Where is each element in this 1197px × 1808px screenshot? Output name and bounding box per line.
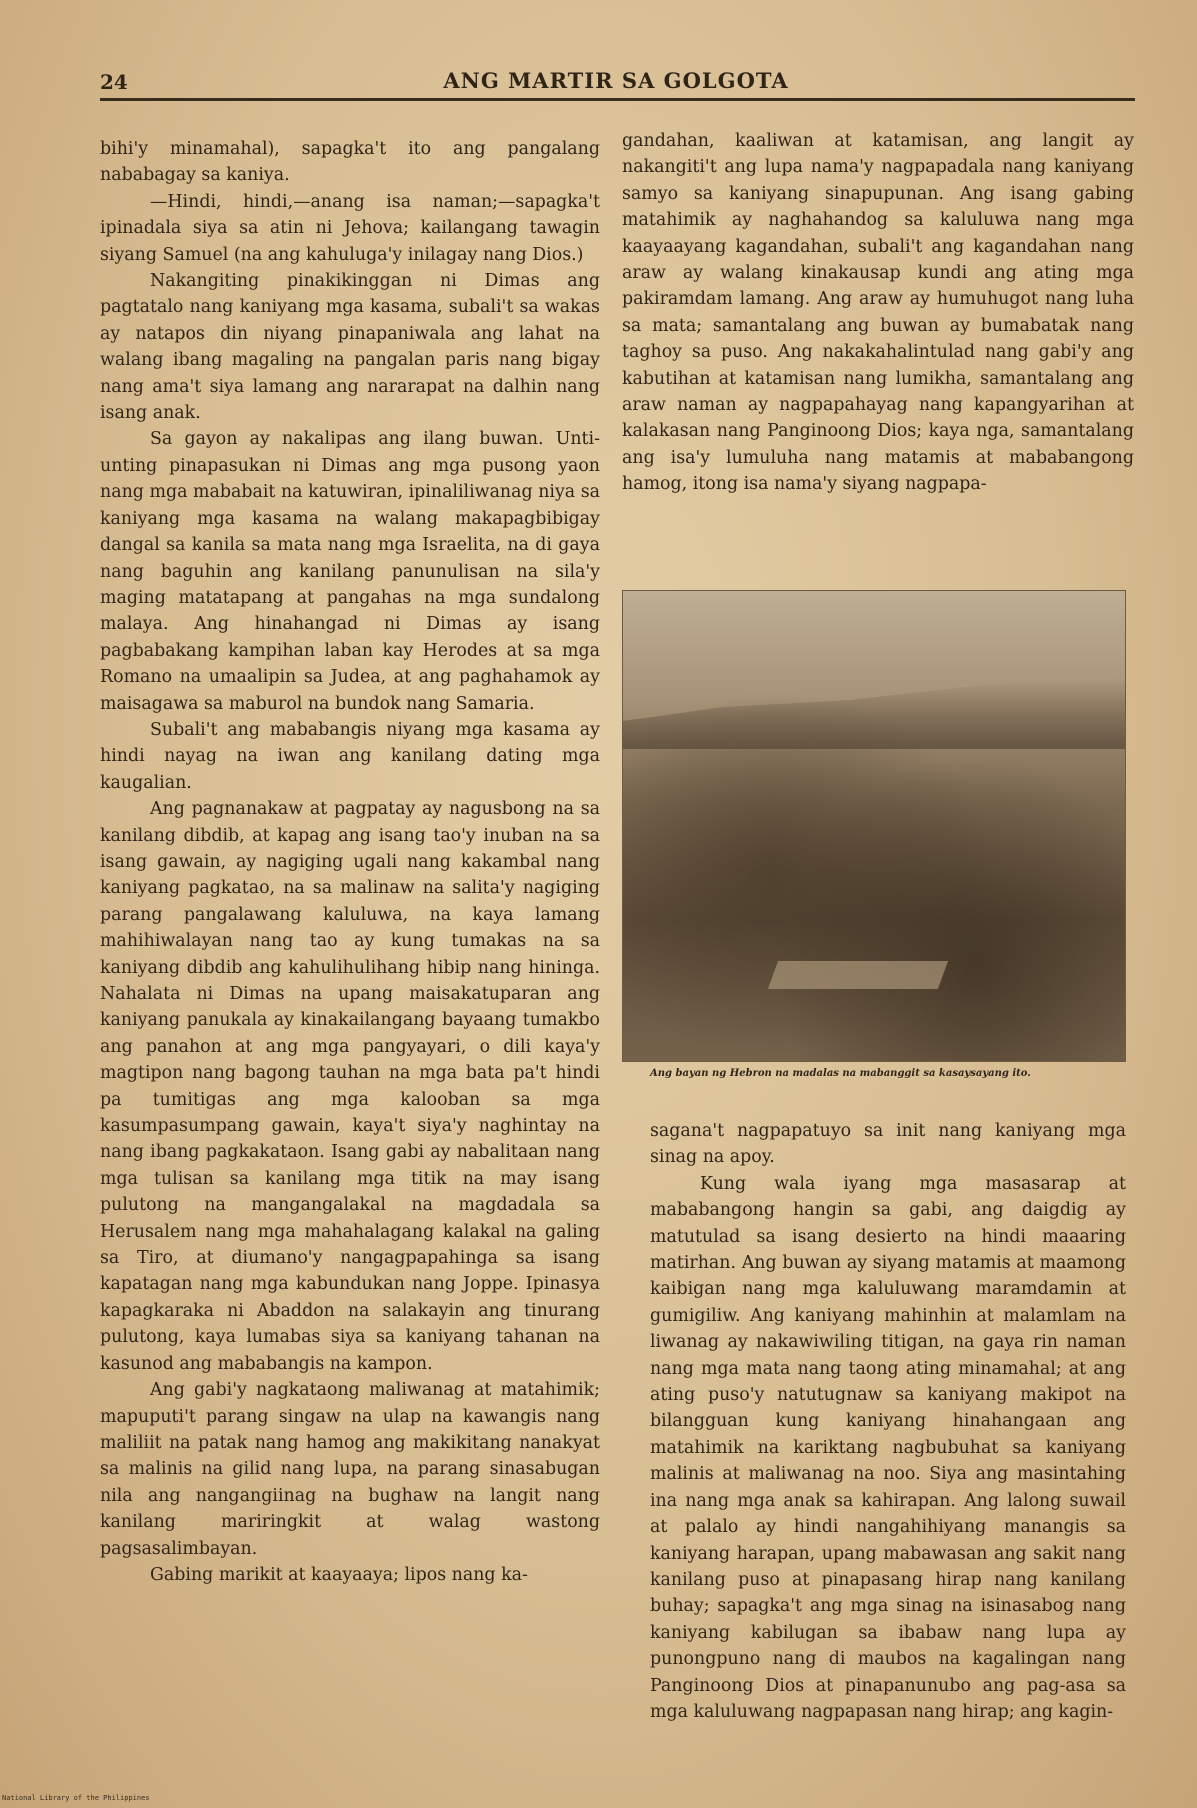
paragraph: Ang gabi'y nagkataong maliwanag at matahimik; mapuputi't parang singaw na ulap na kawangis nang maliliit na patak nang hamog ang makikitang nanakyat sa malinis na gilid nang lupa, na parang sinasabugan nila ang nangangiinag na bughaw na langit nang kanilang mariringkit at walag wastong pagsasalimbayan.: [100, 1380, 600, 1559]
paragraph: sagana't nagpapatuyo sa init nang kaniyang mga sinag na apoy.: [650, 1121, 1126, 1168]
paragraph: gandahan, kaaliwan at katamisan, ang langit ay nakangiti't ang lupa nama'y nagpapadala nang kaniyang samyo sa kaniyang sinapupunan. Ang isang gabing matahimik ay naghahandog sa kaluluwa nang mga kaayaayang kagandahan, subali't ang kagandahan nang araw ay walang kinakausap kundi ang ating mga pakiramdam lamang. Ang araw ay humuhugot nang luha sa mata; samantalang ang buwan ay bumabatak nang taghoy sa puso. Ang nakakahalintulad nang gabi'y ang kabutihan at katamisan nang lumikha, samantalang ang araw naman ay nagpapahayag nang kapangyarihan at kalakasan nang Panginoong Dios; kaya nga, samantalang ang isa'y lumuluha nang matamis at mababangong hamog, itong isa nama'y siyang nagpapa-: [622, 131, 1134, 495]
photo-hillside: [623, 679, 1125, 749]
paragraph: Subali't ang mababangis niyang mga kasama ay hindi nayag na iwan ang kanilang dating mga kaugalian.: [100, 719, 600, 793]
paragraph: Ang pagnanakaw at pagpatay ay nagusbong na sa kanilang dibdib, at kapag ang isang tao'y inuban na sa isang gawain, ay nagiging ugali nang kakambal nang kaniyang pagkatao, na sa malinaw na salita'y nagiging parang pangalawang kaluluwa, na kaya lamang mahihiwalayan nang tao ay kung tumakas na sa kaniyang dibdib ang kahulihulihang hibip nang hininga. Nahalata ni Dimas na upang maisakatuparan ang kaniyang panukala ay kinakailangang bayaang tumakbo ang panahon at ang mga pangyayari, o dili kaya'y magtipon nang bagong tauhan na mga bata pa't hindi pa tumitigas ang mga kalooban sa mga kasumpasumpang gawain, kaya't siya'y naghintay na nang ibang pagkakataon. Isang gabi ay nabalitaan nang mga tulisan sa kanilang mga titik na may isang pulutong na mangangalakal na magdadala sa Herusalem nang mga mahahalagang kalakal na galing sa Tiro, at diumano'y nangagpapahinga sa isang kapatagan nang mga kabundukan nang Joppe. Ipinasya kapagkaraka ni Abaddon na salakayin ang tinurang pulutong, kaya lumabas siya sa kaniyang tahanan na kasunod ang mababangis na kampon.: [100, 799, 600, 1374]
paragraph: Gabing marikit at kaayaaya; lipos nang ka-: [150, 1564, 528, 1585]
right-column-bottom: [650, 1118, 1126, 1725]
page-number: 24: [100, 70, 128, 94]
hebron-photo: [622, 590, 1126, 1062]
left-column: [100, 136, 600, 1588]
photo-caption: Ang bayan ng Hebron na madalas na mabanggit sa kasaysayang ito.: [650, 1068, 1031, 1079]
photo-wall: [768, 961, 948, 989]
paragraph: bihi'y minamahal), sapagka't ito ang pangalang nababagay sa kaniya.: [100, 139, 600, 186]
header-rule: [100, 98, 1135, 101]
paragraph: Kung wala iyang mga masasarap at mababangong hangin sa gabi, ang daigdig ay matutulad sa isang desierto na hindi maaaring matirhan. Ang buwan ay siyang matamis at maamong kaibigan nang mga kaluluwang maramdamin at gumigiliw. Ang kaniyang mahinhin at malamlam na liwanag ay nakawiwiling titigan, na gaya rin naman nang mga mata nang taong ating minamahal; at ang ating puso'y natutugnaw sa kaniyang makipot na bilangguan kung kaniyang hinahangaan ang matahimik na kariktang nagbubuhat sa kaniyang malinis at maliwanag na noo. Siya ang masintahing ina nang mga anak sa kahirapan. Ang lalong suwail at palalo ay hindi nangahihiyang manangis sa kaniyang harapan, upang mabawasan ang sakit nang kanilang puso at pinapasang hirap nang kanilang buhay; sapagka't ang mga sinag na isinasabog nang kaniyang kabilugan sa ibabaw nang lupa ay punongpuno nang di maubos na kagalingan nang Panginoong Dios at pinapanunubo ang pag-asa sa mga kaluluwang nagpapasan nang hirap; ang kagin-: [650, 1173, 1126, 1722]
right-column-top: [622, 128, 1134, 498]
paragraph: Sa gayon ay nakalipas ang ilang buwan. Unti-unting pinapasukan ni Dimas ang mga pusong yaon nang mga mababait na katuwiran, ipinaliliwanag niya sa kaniyang mga kasama na walang makapagbibigay dangal sa kanila sa mata nang mga Israelita, na di gaya nang baguhin ang kanilang panunulisan na sila'y maging matatapang at pangahas na mga sundalong malaya. Ang hinahangad ni Dimas ay isang pagbabakang kampihan laban kay Herodes at sa mga Romano na umaalipin sa Judea, at ang paghahamok ay maisagawa sa maburol na bundok nang Samaria.: [100, 429, 600, 714]
library-credit: National Library of the Philippines: [2, 1794, 150, 1802]
paragraph: —Hindi, hindi,—anang isa naman;—sapagka't ipinadala siya sa atin ni Jehova; kailangang tawagin siyang Samuel (na ang kahuluga'y inilagay nang Dios.): [100, 191, 600, 265]
running-title: ANG MARTIR SA GOLGOTA: [443, 68, 789, 93]
paragraph: Nakangiting pinakikinggan ni Dimas ang pagtatalo nang kaniyang mga kasama, subali't sa wakas ay natapos din niyang pinapaniwala ang lahat na walang ibang magaling na pangalan paris nang bigay nang ama't siya lamang ang nararapat na dalhin nang isang anak.: [100, 271, 600, 424]
